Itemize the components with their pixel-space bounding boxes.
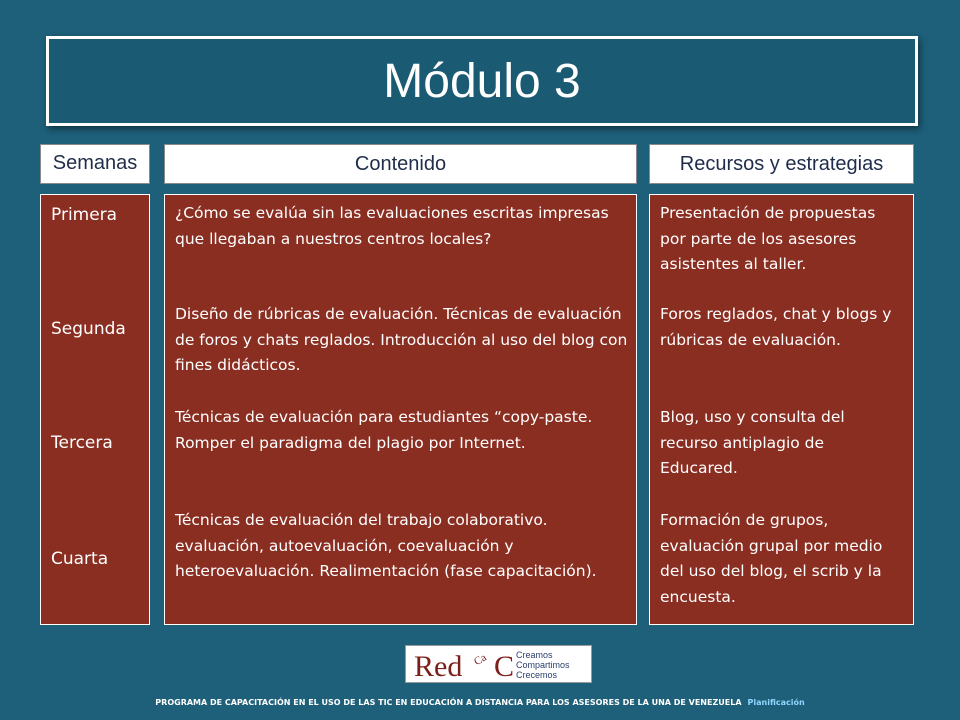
header-content: Contenido [164,144,637,184]
resource-item: Presentación de propuestas por parte de los asesores asistentes al taller. [660,204,876,273]
resources-panel [649,194,914,625]
logo-line-3: Crecemos [516,670,558,680]
redcac-logo [405,645,592,683]
footer-text: PROGRAMA DE CAPACITACIÓN EN EL USO DE LAS TIC EN EDUCACIÓN A DISTANCIA PARA LOS ASESORES DE LA UNA DE VENEZUELA [155,698,742,707]
weeks-panel [40,194,150,625]
week-item: Segunda [51,319,126,339]
logo-line-2: Compartimos [516,660,570,670]
header-weeks: Semanas [40,144,150,184]
resource-item: Formación de grupos, evaluación grupal por medio del uso del blog, el scrib y la encuesta. [660,511,883,606]
content-item: ¿Cómo se evalúa sin las evaluaciones escritas impresas que llegaban a nuestros centros locales? [175,204,609,248]
header-resources: Recursos y estrategias [649,144,914,184]
footer-link-planificacion[interactable]: Planificación [747,698,805,707]
week-item: Primera [51,205,118,225]
title-banner [46,36,918,126]
logo-brand-mid: Ca [472,651,489,669]
content-panel [164,194,637,625]
logo-line-1: Creamos [516,650,553,660]
redcac-logo-graphic [406,646,591,682]
resource-item: Blog, uso y consulta del recurso antiplagio de Educared. [660,408,845,477]
logo-brand-left: Red [414,650,463,682]
content-item: Técnicas de evaluación del trabajo colaborativo. evaluación, autoevaluación, coevaluación y heteroevaluación. Realimentación (fase capacitación). [175,511,597,580]
page-title: Módulo 3 [383,54,581,108]
week-item: Tercera [51,433,113,453]
week-item: Cuarta [51,549,109,569]
content-item: Técnicas de evaluación para estudiantes “copy-paste. Romper el paradigma del plagio por Internet. [175,408,593,452]
footer [0,698,960,707]
logo-brand-right: C [494,650,515,682]
resource-item: Foros reglados, chat y blogs y rúbricas de evaluación. [660,305,892,349]
content-item: Diseño de rúbricas de evaluación. Técnicas de evaluación de foros y chats reglados. Introducción al uso del blog con fines didácticos. [175,305,628,374]
